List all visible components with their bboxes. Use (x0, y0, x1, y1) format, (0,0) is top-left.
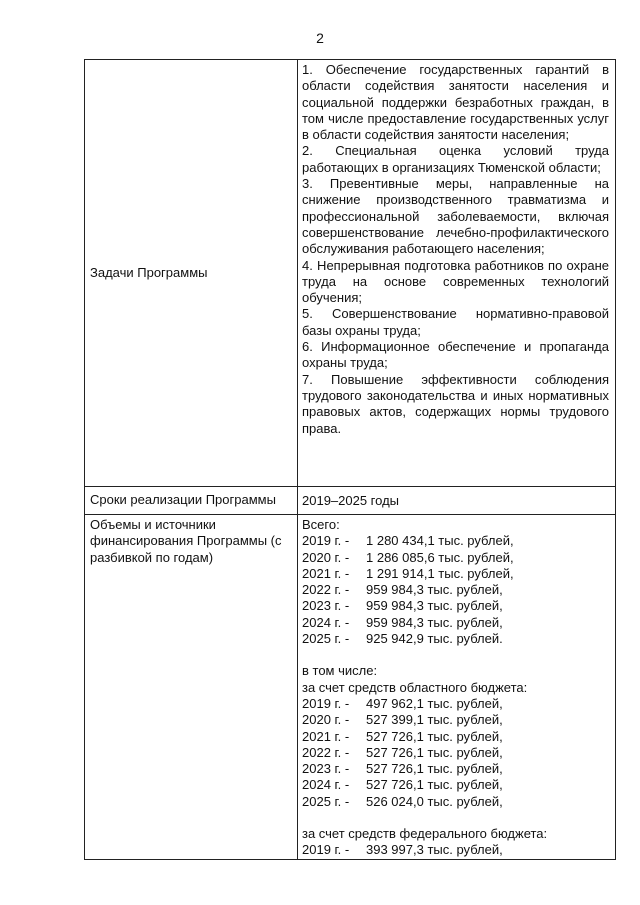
federal-funding-list (302, 842, 609, 858)
terms-row (85, 487, 616, 515)
funding-year: 2020 г. - (302, 549, 350, 565)
funding-year-row (302, 615, 609, 631)
funding-year-row (302, 533, 609, 549)
tasks-label: Задачи Программы (85, 60, 298, 487)
task-item: 2. Специальная оценка условий труда работающих в организациях Тюменской области; (302, 143, 609, 175)
task-item: 6. Информационное обеспечение и пропаганда охраны труда; (302, 339, 609, 371)
funding-amount: 527 726,1 тыс. рублей, (366, 777, 503, 793)
funding-amount: 959 984,3 тыс. рублей, (366, 598, 503, 614)
funding-year-row (302, 550, 609, 566)
tasks-value (298, 60, 616, 487)
regional-heading: за счет средств областного бюджета: (302, 679, 528, 695)
funding-amount: 393 997,3 тыс. рублей, (366, 842, 503, 858)
funding-year-row (302, 696, 609, 712)
funding-value (298, 515, 616, 860)
funding-year-row (302, 842, 609, 858)
funding-amount: 527 399,1 тыс. рублей, (366, 712, 503, 728)
task-item: 5. Совершенствование нормативно-правовой базы охраны труда; (302, 306, 609, 338)
funding-label: Объемы и источники финансирования Программы (с разбивкой по годам) (85, 515, 298, 860)
funding-year: 2023 г. - (302, 761, 350, 777)
program-passport-table (84, 59, 616, 860)
funding-amount: 527 726,1 тыс. рублей, (366, 744, 503, 760)
task-item: 1. Обеспечение государственных гарантий в области содействия занятости населения и социальной поддержки безработных граждан, в том числе предоставление государственных услуг в области содействия занятости населения; (302, 62, 609, 143)
funding-year-row (302, 745, 609, 761)
funding-year-row (302, 761, 609, 777)
funding-year: 2019 г. - (302, 533, 350, 549)
funding-amount: 527 726,1 тыс. рублей, (366, 761, 503, 777)
tasks-row (85, 60, 616, 487)
funding-amount: 1 291 914,1 тыс. рублей, (366, 565, 514, 581)
funding-row (85, 515, 616, 860)
funding-year-row (302, 777, 609, 793)
funding-year: 2021 г. - (302, 728, 350, 744)
funding-year-row (302, 566, 609, 582)
funding-year-row (302, 598, 609, 614)
funding-year-row (302, 729, 609, 745)
federal-heading: за счет средств федерального бюджета: (302, 826, 548, 842)
task-item: 4. Непрерывная подготовка работников по охране труда на основе современных технологий обучения; (302, 257, 609, 306)
funding-amount: 526 024,0 тыс. рублей, (366, 793, 503, 809)
funding-year: 2024 г. - (302, 777, 350, 793)
funding-amount: 959 984,3 тыс. рублей, (366, 614, 503, 630)
funding-year: 2022 г. - (302, 582, 350, 598)
task-item: 3. Превентивные меры, направленные на снижение производственного травматизма и профессиональной заболеваемости, включая совершенствование лечебно-профилактического обслуживания работающего населения; (302, 176, 609, 257)
funding-year: 2021 г. - (302, 565, 350, 581)
funding-year: 2019 г. - (302, 842, 350, 858)
funding-amount: 959 984,3 тыс. рублей, (366, 582, 503, 598)
funding-amount: 527 726,1 тыс. рублей, (366, 728, 503, 744)
funding-amount: 925 942,9 тыс. рублей. (366, 631, 503, 647)
page-number: 2 (316, 30, 324, 46)
funding-amount: 1 286 085,6 тыс. рублей, (366, 549, 514, 565)
including-heading: в том числе: (302, 663, 378, 679)
regional-funding-list (302, 696, 609, 810)
terms-label: Сроки реализации Программы (85, 487, 298, 515)
funding-year: 2025 г. - (302, 631, 350, 647)
funding-year: 2019 г. - (302, 695, 350, 711)
terms-value: 2019–2025 годы (298, 487, 616, 515)
funding-amount: 497 962,1 тыс. рублей, (366, 695, 503, 711)
funding-year: 2025 г. - (302, 793, 350, 809)
total-funding-list (302, 533, 609, 647)
total-heading: Всего: (302, 517, 340, 532)
funding-year-row (302, 631, 609, 647)
funding-year-row (302, 712, 609, 728)
funding-year-row (302, 794, 609, 810)
funding-year: 2022 г. - (302, 744, 350, 760)
funding-year: 2023 г. - (302, 598, 350, 614)
funding-year: 2020 г. - (302, 712, 350, 728)
funding-year-row (302, 582, 609, 598)
task-item: 7. Повышение эффективности соблюдения трудового законодательства и иных нормативных правовых актов, содержащих нормы трудового права. (302, 371, 609, 436)
funding-amount: 1 280 434,1 тыс. рублей, (366, 533, 514, 549)
funding-year: 2024 г. - (302, 614, 350, 630)
